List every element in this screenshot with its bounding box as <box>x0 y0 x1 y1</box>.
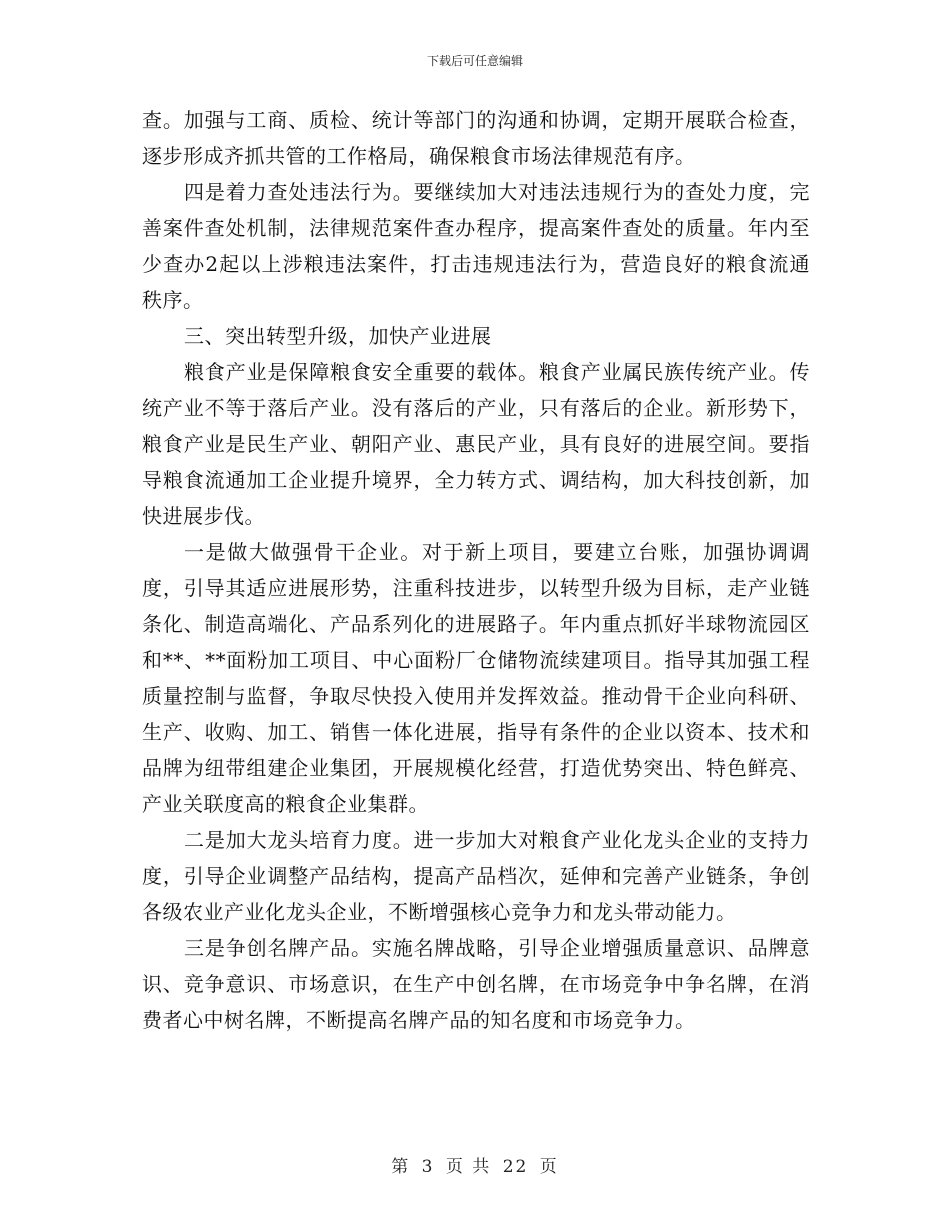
current-page-number: 3 <box>421 1157 435 1177</box>
footer-middle: 页 共 <box>445 1157 492 1177</box>
paragraph-1: 查。加强与工商、质检、统计等部门的沟通和协调，定期开展联合检查，逐步形成齐抓共管的工作格局，确保粮食市场法律规范有序。 <box>142 108 810 168</box>
paragraph-4: 一是做大做强骨干企业。对于新上项目，要建立台账，加强协调调度，引导其适应进展形势，注重科技进步，以转型升级为目标，走产业链条化、制造高端化、产品系列化的进展路子。年内重点抓好半球物流园区和**、**面粉加工项目、中心面粉厂仓储物流续建项目。指导其加强工程质量控制与监督，争取尽快投入使用并发挥效益。推动骨干企业向科研、生产、收购、加工、销售一体化进展，指导有条件的企业以资本、技术和品牌为纽带组建企业集团，开展规模化经营，打造优势突出、特色鲜亮、产业关联度高的粮食企业集群。 <box>142 540 810 816</box>
paragraph-5: 二是加大龙头培育力度。进一步加大对粮食产业化龙头企业的支持力度，引导企业调整产品结构，提高产品档次，延伸和完善产业链条，争创各级农业产业化龙头企业，不断增强核心竞争力和龙头带动能力。 <box>142 828 810 924</box>
paragraph-2: 四是着力查处违法行为。要继续加大对违法违规行为的查处力度，完善案件查处机制，法律规范案件查办程序，提高案件查处的质量。年内至少查办2起以上涉粮违法案件，打击违规违法行为，营造良好的粮食流通秩序。 <box>142 180 810 312</box>
page-footer <box>0 1152 950 1177</box>
document-body <box>142 102 810 1038</box>
paragraph-3: 粮食产业是保障粮食安全重要的载体。粮食产业属民族传统产业。传统产业不等于落后产业。没有落后的产业，只有落后的企业。新形势下，粮食产业是民生产业、朝阳产业、惠民产业，具有良好的进展空间。要指导粮食流通加工企业提升境界，全力转方式、调结构，加大科技创新，加快进展步伐。 <box>142 360 810 528</box>
page-header: 下载后可任意编辑 <box>426 54 523 68</box>
paragraph-6: 三是争创名牌产品。实施名牌战略，引导企业增强质量意识、品牌意识、竞争意识、市场意识，在生产中创名牌，在市场竞争中争名牌，在消费者心中树名牌，不断提高名牌产品的知名度和市场竞争力。 <box>142 936 810 1032</box>
footer-suffix: 页 <box>539 1157 559 1177</box>
section-heading: 三、突出转型升级，加快产业进展 <box>184 324 492 348</box>
total-page-count: 22 <box>502 1157 529 1177</box>
footer-prefix: 第 <box>391 1157 411 1177</box>
